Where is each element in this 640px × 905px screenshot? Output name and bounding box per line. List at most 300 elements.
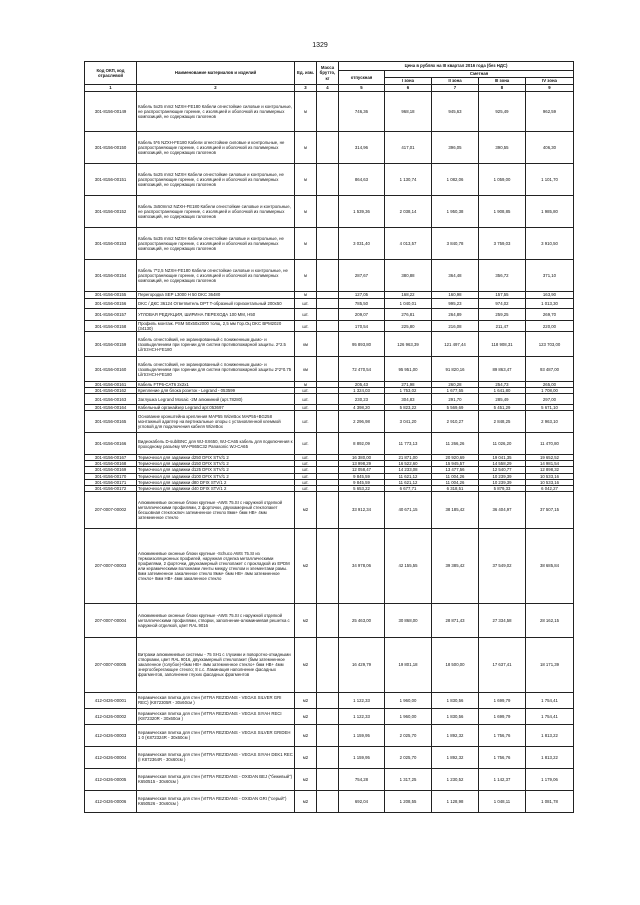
col-header-release: отпускная [339,71,385,85]
item-mass [317,292,339,299]
item-mass [317,332,339,357]
price-zone-1: 1 208,55 [385,790,432,812]
price-zone-2: 38 185,42 [432,491,479,528]
price-zone-4: 1 813,22 [526,746,574,768]
table-body [85,92,574,813]
item-unit: м [295,164,317,196]
table-row [85,708,574,724]
price-zone-4: 10 533,16 [526,473,574,479]
item-unit: м2 [295,603,317,637]
price-zone-4: 11 470,80 [526,433,574,455]
price-zone-4: 1 813,22 [526,724,574,746]
item-name: Кабель огнестойкий, не экранированный с пониженным дымо- и газовыделением при горении для систем противопожарной защиты 2*2*0.75 LilrtrzHCH-FE180 [137,357,295,382]
price-release: 4 398,20 [339,405,385,411]
price-zone-2: 216,08 [432,321,479,332]
price-zone-3: 10 239,39 [479,473,526,479]
item-code: 301-8156-00167 [85,455,137,461]
table-row [85,321,574,332]
table-row [85,309,574,321]
price-release: 1 539,36 [339,196,385,228]
price-zone-3: 1 699,79 [479,708,526,724]
item-name: Кабель 5x35 mm2 NZXH Кабели огнестойкие силовые и контрольные, не распространяющие горение, с изоляцией и оболочкой из полимерных композиций, не содержащих галогенов [137,228,295,260]
price-zone-4: 297,00 [526,394,574,405]
item-code: 301-8156-00168 [85,461,137,467]
item-mass [317,603,339,637]
item-mass [317,228,339,260]
item-code: 207-0007-00003 [85,528,137,603]
item-code: 301-8156-00165 [85,411,137,433]
price-release: 8 892,09 [339,433,385,455]
item-code: 301-8156-00152 [85,196,137,228]
col-header-zone-4: IV зона [526,78,574,85]
item-unit: м2 [295,790,317,812]
price-release: 230,23 [339,394,385,405]
item-mass [317,746,339,768]
price-zone-2: 39 385,42 [432,528,479,603]
price-zone-1: 14 233,08 [385,467,432,473]
price-zone-2: 1 230,52 [432,768,479,790]
item-name: Термочехол для задвижки d40 DFIX STV/1 2 [137,485,295,491]
item-unit: шт. [295,479,317,485]
price-zone-3: 19 041,35 [479,455,526,461]
price-zone-3: 1 059,00 [479,164,526,196]
table-row [85,692,574,708]
price-release: 9 845,59 [339,473,385,479]
item-mass [317,790,339,812]
price-zone-1: 2 038,14 [385,196,432,228]
item-unit: км [295,357,317,382]
price-zone-3: 10 239,39 [479,479,526,485]
column-number: 5 [339,85,385,92]
item-code: 301-8156-00169 [85,467,137,473]
price-zone-4: 1 754,41 [526,692,574,708]
price-release: 1 324,03 [339,388,385,394]
price-zone-3: 27 334,58 [479,603,526,637]
item-unit: шт. [295,467,317,473]
price-zone-2: 260,28 [432,382,479,388]
price-zone-3: 118 908,31 [479,332,526,357]
price-zone-1: 21 871,00 [385,455,432,461]
item-unit: м2 [295,637,317,692]
item-code: 412-0426-00003 [85,724,137,746]
price-release: 1 122,33 [339,692,385,708]
price-zone-1: 6 677,71 [385,485,432,491]
item-name: Заглушка Legrand Mosaic -2М алюминий (арт.78280) [137,394,295,405]
price-release: 170,54 [339,321,385,332]
item-unit: шт. [295,461,317,467]
price-zone-4: 6 042,27 [526,485,574,491]
price-zone-3: 974,02 [479,299,526,309]
price-zone-3: 14 558,29 [479,461,526,467]
price-zone-4: 37 507,15 [526,491,574,528]
item-code: 412-0426-00006 [85,790,137,812]
price-zone-2: 160,98 [432,292,479,299]
price-release: 13 998,29 [339,461,385,467]
price-zone-4: 1 985,80 [526,196,574,228]
column-number: 9 [526,85,574,92]
item-unit: шт. [295,388,317,394]
item-code: 301-8156-00153 [85,228,137,260]
item-unit: м [295,92,317,132]
price-zone-4: 1 013,30 [526,299,574,309]
price-release: 785,50 [339,299,385,309]
price-zone-4: 406,30 [526,132,574,164]
price-release: 16 429,79 [339,637,385,692]
price-zone-1: 4 013,57 [385,228,432,260]
item-code: 301-8156-00154 [85,260,137,292]
item-code: 412-0426-00005 [85,768,137,790]
item-unit: шт. [295,485,317,491]
table-row [85,433,574,455]
item-name: Алюминиевые оконные блоки крупные -AWS 75.SI с наружной отделкой металлическими профилями, 2 форточки, двухкамерный стеклопакет бесшовная стеклоключ затемненное стекло 8мм+ бмм НВ+ 4мм затемненное стекло [137,491,295,528]
price-zone-4: 3 910,50 [526,228,574,260]
item-mass [317,692,339,708]
price-zone-2: 995,23 [432,299,479,309]
item-unit: м [295,292,317,299]
price-zone-2: 2 910,27 [432,411,479,433]
price-zone-4: 2 963,10 [526,411,574,433]
price-zone-3: 1 908,85 [479,196,526,228]
item-code: 207-0007-00005 [85,637,137,692]
price-release: 16 380,00 [339,455,385,461]
item-unit: м2 [295,692,317,708]
item-name: Алюминиевые оконные блоки крупные -AWS 75.SI с наружной отделкой металлическими профилями, створки, заполнение-алюминиевая решетка с наружной отделкой, цвет RAL 9016 [137,603,295,637]
item-mass [317,433,339,455]
item-unit: м2 [295,528,317,603]
price-zone-1: 16 522,60 [385,461,432,467]
price-zone-3: 1 641,80 [479,388,526,394]
item-code: 412-0426-00004 [85,746,137,768]
item-name: Термочехол для задвижки d250 DFIX STV/1 2 [137,455,295,461]
table-row [85,724,574,746]
item-code: 301-8156-00164 [85,405,137,411]
item-mass [317,92,339,132]
price-zone-4: 1 708,00 [526,388,574,394]
price-zone-2: 1 082,06 [432,164,479,196]
price-zone-3: 12 540,77 [479,467,526,473]
price-zone-1: 417,01 [385,132,432,164]
item-mass [317,411,339,433]
price-zone-1: 3 041,20 [385,411,432,433]
price-zone-1: 11 621,12 [385,473,432,479]
table-row [85,491,574,528]
table-row [85,260,574,292]
price-zone-3: 925,49 [479,92,526,132]
col-header-zone-2: II зона [432,78,479,85]
col-header-estimated: Сметная [385,71,574,78]
item-name: Профиль монтаж. PSM 50x50x2000 толщ. 2,5 мм Гор.Оц DKC BPM2020 (34130) [137,321,295,332]
price-zone-3: 1 756,76 [479,746,526,768]
price-zone-4: 5 671,10 [526,405,574,411]
price-zone-2: 291,70 [432,394,479,405]
item-name: Видеокабель D-sub/BNC для WJ-SX650, WJ-CA65 кабель для подключения к проходному разъёму WV-P865C32 Panasonic WJ-CA65 [137,433,295,455]
item-mass [317,321,339,332]
price-release: 5 653,22 [339,485,385,491]
price-zone-1: 276,81 [385,309,432,321]
item-unit: шт. [295,473,317,479]
price-zone-4: 1 754,41 [526,708,574,724]
item-code: 301-8156-00170 [85,473,137,479]
table-row [85,768,574,790]
price-zone-3: 37 549,02 [479,528,526,603]
table-row [85,132,574,164]
item-code: 301-8156-00149 [85,92,137,132]
price-zone-1: 304,83 [385,394,432,405]
item-name: Керамическая плитка для стен (VITRA REZIDANS - VEGAS SIYAH RECI (K872320R - 30x60см ) [137,708,295,724]
item-code: 301-8156-00158 [85,321,137,332]
table-row [85,164,574,196]
col-header-mass: Масса брутто, кг [317,62,339,85]
price-zone-2: 264,89 [432,309,479,321]
price-zone-2: 15 945,57 [432,461,479,467]
price-zone-4: 1 081,78 [526,790,574,812]
item-name: Керамическая плитка для стен (VITRA REZIDANS - VEGAS SILVER GRIDEH 1 0 (K872324R - 30x60см ) [137,724,295,746]
item-code: 301-8156-00163 [85,394,137,405]
item-code: 412-0426-00001 [85,692,137,708]
item-name: Термочехол для задвижки d100 DFIX STV/1 2 [137,473,295,479]
price-release: 314,96 [339,132,385,164]
price-zone-4: 269,70 [526,309,574,321]
price-zone-4: 1 179,06 [526,768,574,790]
item-code: 301-8156-00171 [85,479,137,485]
item-unit: шт. [295,411,317,433]
price-release: 1 159,95 [339,746,385,768]
item-unit: м [295,228,317,260]
price-zone-1: 2 025,70 [385,724,432,746]
price-zone-3: 1 048,11 [479,790,526,812]
item-mass [317,132,339,164]
price-release: 33 912,34 [339,491,385,528]
price-zone-2: 121 497,44 [432,332,479,357]
item-mass [317,357,339,382]
item-name: Термочехол для задвижки d80 DFIX STV/1 2 [137,479,295,485]
price-zone-1: 380,88 [385,260,432,292]
price-zone-1: 42 155,55 [385,528,432,603]
price-release: 287,67 [339,260,385,292]
col-header-price-group: Цена в рублях на III квартал 2016 года (без НДС) [339,62,574,71]
price-zone-2: 3 840,78 [432,228,479,260]
item-unit: шт. [295,309,317,321]
price-zone-2: 364,48 [432,260,479,292]
item-unit: шт. [295,321,317,332]
item-code: 301-8156-00166 [85,433,137,455]
item-code: 207-0007-00002 [85,491,137,528]
page-number: 1329 [312,42,328,49]
price-zone-4: 10 533,16 [526,479,574,485]
price-zone-2: 1 950,38 [432,196,479,228]
item-name: УГЛОВАЯ РЕДУКЦИЯ, ШИРИНА ПЕРЕХОДА 100 MM, H50 [137,309,295,321]
item-name: Кабель FTP6-CAT6 2x2x1 [137,382,295,388]
price-release: 205,43 [339,382,385,388]
item-code: 301-8156-00172 [85,485,137,491]
price-zone-2: 91 820,16 [432,357,479,382]
item-mass [317,724,339,746]
price-zone-1: 2 025,70 [385,746,432,768]
table-row [85,637,574,692]
price-zone-3: 285,49 [479,394,526,405]
item-unit: шт. [295,455,317,461]
table-row [85,790,574,812]
table-row [85,411,574,433]
price-zone-3: 259,25 [479,309,526,321]
item-mass [317,491,339,528]
price-zone-4: 163,90 [526,292,574,299]
price-release: 72 470,54 [339,357,385,382]
item-code: 301-8156-00156 [85,299,137,309]
price-zone-4: 962,59 [526,92,574,132]
price-release: 754,28 [339,768,385,790]
price-zone-4: 18 171,39 [526,637,574,692]
price-zone-1: 968,18 [385,92,432,132]
price-zone-3: 3 759,03 [479,228,526,260]
price-zone-4: 12 898,32 [526,467,574,473]
item-name: DKC / ДКС 36124 Ответвитель DPT T-образный горизонтальный 200x50 [137,299,295,309]
price-release: 95 893,80 [339,332,385,357]
price-zone-2: 20 920,69 [432,455,479,461]
price-zone-3: 211,47 [479,321,526,332]
price-zone-2: 11 004,26 [432,473,479,479]
price-zone-3: 5 879,33 [479,485,526,491]
item-unit: м2 [295,491,317,528]
price-zone-2: 11 266,26 [432,433,479,455]
col-header-zone-1: I зона [385,78,432,85]
price-zone-1: 1 317,25 [385,768,432,790]
table-row [85,92,574,132]
col-header-code: Код ОКП, код отраслевой [85,62,137,85]
price-zone-1: 19 801,18 [385,637,432,692]
item-name: Керамическая плитка для стен (VITRA REZIDANS - VEGAS SILVER GRI REC) (K872305R - 30x60см ) [137,692,295,708]
price-zone-1: 1 960,00 [385,692,432,708]
price-release: 34 978,06 [339,528,385,603]
column-number: 2 [137,85,295,92]
price-zone-4: 93 487,00 [526,357,574,382]
item-mass [317,708,339,724]
table-row [85,746,574,768]
item-mass [317,768,339,790]
item-mass [317,196,339,228]
item-name: Кабель огнестойкий, не экранированный с пониженным дымо- и газовыделением при горении для систем противопожарной защиты. 2*2.5 LilrtrzHCH-FE180 [137,332,295,357]
table-row [85,528,574,603]
item-mass [317,528,339,603]
price-zone-2: 945,63 [432,92,479,132]
price-zone-1: 1 130,74 [385,164,432,196]
item-name: Керамическая плитка для стен (VITRA REZIDANS - OXIDAN BEJ ("бежевый") K650515 - 30x60см ) [137,768,295,790]
price-zone-1: 11 773,13 [385,433,432,455]
price-zone-2: 28 871,43 [432,603,479,637]
price-zone-1: 271,98 [385,382,432,388]
price-zone-3: 254,73 [479,382,526,388]
item-unit: шт. [295,394,317,405]
price-release: 1 122,33 [339,708,385,724]
col-header-unit: Ед. изм. [295,62,317,85]
item-code: 412-0426-00002 [85,708,137,724]
item-mass [317,299,339,309]
column-number: 8 [479,85,526,92]
price-zone-1: 126 963,39 [385,332,432,357]
price-release: 209,07 [339,309,385,321]
price-zone-2: 1 830,56 [432,692,479,708]
column-number: 1 [85,85,137,92]
price-zone-3: 390,55 [479,132,526,164]
price-release: 864,63 [339,164,385,196]
item-unit: м [295,382,317,388]
price-zone-2: 6 318,51 [432,485,479,491]
price-zone-3: 36 404,97 [479,491,526,528]
price-release: 1 159,95 [339,724,385,746]
item-name: Крепление для блока розеток - Legrand - 053599 [137,388,295,394]
table-row [85,394,574,405]
item-code: 301-8156-00157 [85,309,137,321]
item-mass [317,164,339,196]
item-unit: км [295,332,317,357]
price-zone-4: 38 685,84 [526,528,574,603]
table-row [85,292,574,299]
item-unit: м [295,196,317,228]
item-name: Основание кронштейна крепления MAP55 WizeBox MAP55+BG258 монтажный адаптер на вертикальные опоры с установленной клеммой угловой для подключения кабеля WizeBox [137,411,295,433]
price-zone-3: 2 848,25 [479,411,526,433]
price-zone-2: 1 830,56 [432,708,479,724]
price-release: 3 031,40 [339,228,385,260]
price-zone-2: 1 892,32 [432,724,479,746]
item-unit: шт. [295,405,317,411]
item-name: Термочехол для задвижки d125 DFIX STV/1 2 [137,467,295,473]
item-name: Кабель 5x25 mm2 NZXH-FE180 Кабели огнестойкие силовые и контрольные, не распространяющие горение, с изоляцией и оболочкой из полимерных композиций, не содержащих галогенов [137,92,295,132]
price-zone-1: 5 823,22 [385,405,432,411]
item-mass [317,260,339,292]
item-mass [317,394,339,405]
price-zone-2: 1 128,98 [432,790,479,812]
item-mass [317,637,339,692]
item-name: Алюминиевые оконные блоки крупные -Schuco AWS 75.SI из термоизоляционных профилей, наружная отделка металлическими профилями, 2 форточки, двухкамерный стеклопакет с прокладкой из EPDM или керамическими волокнами ленты между стеклом и элементами рамы. 6мм затемненное закаленное стекло 8мм+ бмм НВ+ 4мм затемненное стекло+ 8мм НВ+ 4мм закаленное стекло [137,528,295,603]
col-header-name: Наименование материалов и изделий [137,62,295,85]
price-release: 2 296,98 [339,411,385,433]
price-zone-2: 1 677,55 [432,388,479,394]
item-code: 301-8156-00160 [85,357,137,382]
item-unit: м2 [295,746,317,768]
item-name: Перегородка SEP L3000 H 50 DKC 36480 [137,292,295,299]
item-code: 301-8156-00150 [85,132,137,164]
item-name: Кабельный органайзер Legrand арт.053697 [137,405,295,411]
item-unit: м [295,260,317,292]
item-code: 207-0007-00004 [85,603,137,637]
item-mass [317,309,339,321]
table-row [85,228,574,260]
price-zone-3: 11 026,20 [479,433,526,455]
price-zone-2: 396,05 [432,132,479,164]
item-name: Керамическая плитка для стен (VITRA REZIDANS - OXIDAN GRI ("серый") K650526 - 30x60см ) [137,790,295,812]
price-release: 25 463,00 [339,603,385,637]
item-code: 301-8156-00151 [85,164,137,196]
item-code: 301-8156-00155 [85,292,137,299]
price-zone-1: 11 621,12 [385,479,432,485]
price-zone-2: 11 004,26 [432,479,479,485]
column-number: 3 [295,85,317,92]
price-release: 9 845,59 [339,479,385,485]
column-number: 6 [385,85,432,92]
price-zone-1: 40 671,15 [385,491,432,528]
price-table [84,61,574,813]
price-release: 127,05 [339,292,385,299]
price-zone-4: 28 162,15 [526,603,574,637]
item-name: Кабель 5x25 mm2 NZXH Кабели огнестойкие силовые и контрольные, не распространяющие горение, с изоляцией и оболочкой из полимерных композиций, не содержащих галогенов [137,164,295,196]
price-zone-2: 5 569,69 [432,405,479,411]
price-zone-4: 1 101,70 [526,164,574,196]
price-zone-4: 371,10 [526,260,574,292]
table-row [85,332,574,357]
item-unit: м2 [295,708,317,724]
item-unit: шт. [295,299,317,309]
item-name: Витражи алюминиевые системы - 75 SH1 с глухими и поворотно-откидными створками, цвет RAL 9016, двухкамерный стеклопакет (бмм затемненное закаленное (голубое)+бмм НВ+ 4мм затемненное стекло+ бмм НВ+ 4мм энергосберегающее стекло; 8 с.с. Ламинация наполнение фасадных фрагментов, заполнение глухих фасадных фрагментов [137,637,295,692]
